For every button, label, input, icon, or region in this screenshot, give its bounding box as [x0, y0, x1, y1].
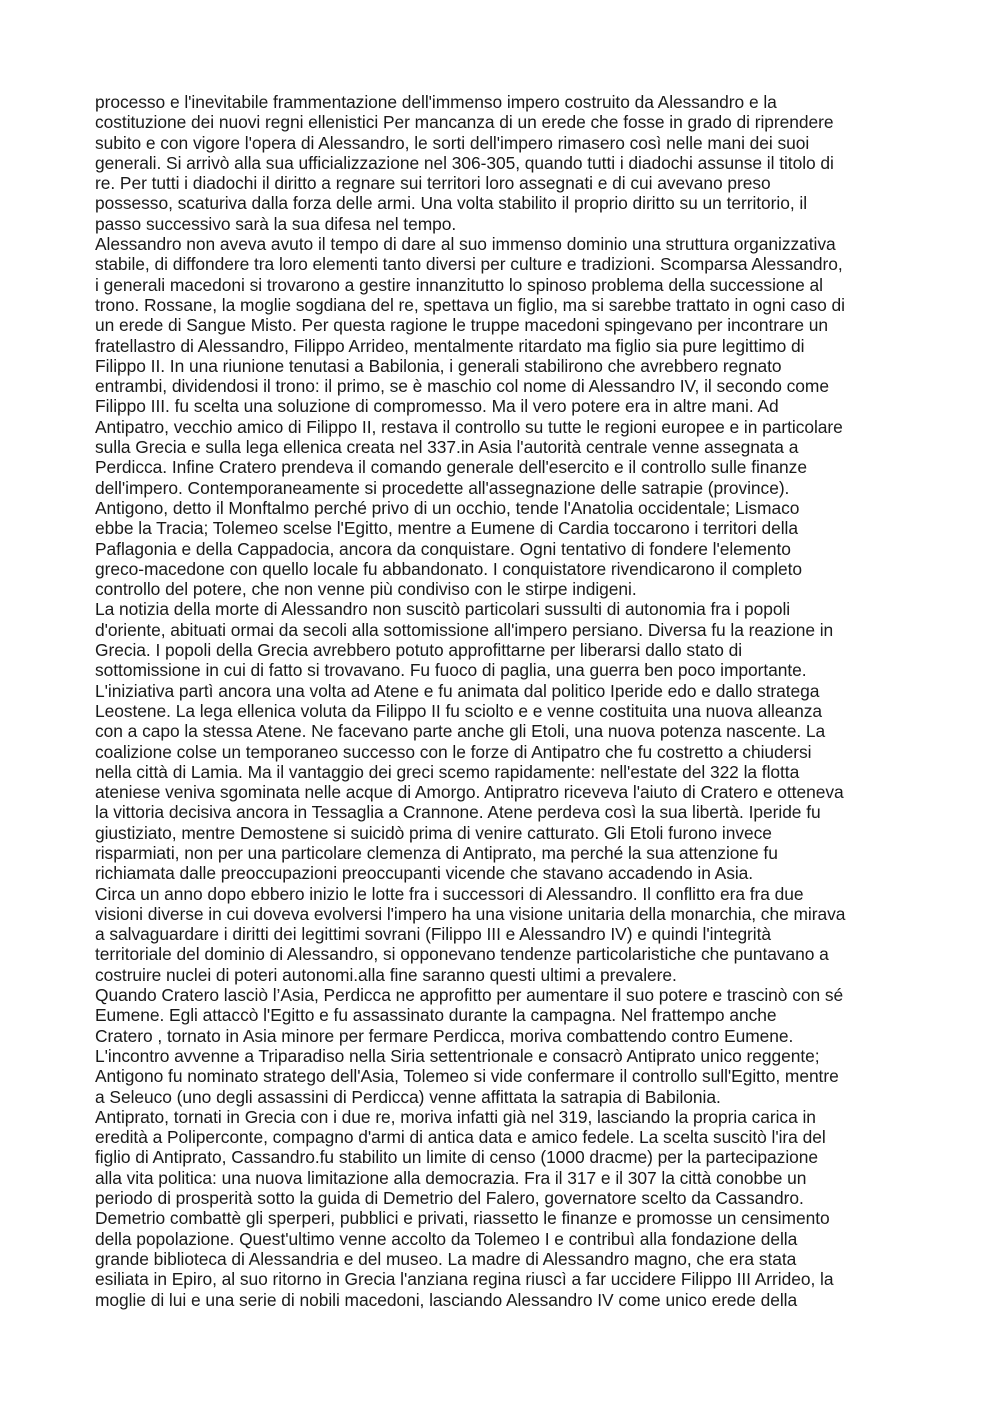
text-line: figlio di Antiprato, Cassandro.fu stabilito un limite di censo (1000 dracme) per la partecipazione [95, 1147, 819, 1168]
text-line: un erede di Sangue Misto. Per questa ragione le truppe macedoni spingevano per incontrare un [95, 315, 829, 336]
text-line: la vittoria decisiva ancora in Tessaglia a Crannone. Atene perdeva così la sua libertà. Iperide fu [95, 802, 821, 823]
text-line: Paflagonia e della Cappadocia, ancora da conquistare. Ogni tentativo di fondere l'elemento [95, 538, 791, 559]
text-line: entrambi, dividendosi il trono: il primo, se è maschio col nome di Alessandro IV, il secondo come [95, 376, 829, 397]
text-line: periodo di prosperità sotto la guida di Demetrio del Falero, governatore scelto da Cassandro. [95, 1188, 804, 1209]
text-line: giustiziato, mentre Demostene si suicidò prima di venire catturato. Gli Etoli furono invece [95, 822, 772, 843]
text-line: eredità a Poliperconte, compagno d'armi di antica data e amico fedele. La scelta suscitò l'ira del [95, 1127, 826, 1148]
text-line: re. Per tutti i diadochi il diritto a regnare sui territori loro assegnati e di cui avevano preso [95, 173, 771, 194]
text-line: La notizia della morte di Alessandro non suscitò particolari sussulti di autonomia fra i popoli [95, 599, 791, 620]
text-line: Grecia. I popoli della Grecia avrebbero potuto approfittarne per liberarsi dallo stato di [95, 640, 743, 661]
text-line: Quando Cratero lasciò l’Asia, Perdicca ne approfitto per aumentare il suo potere e trascinò con sé [95, 985, 844, 1006]
text-line: generali. Si arrivò alla sua ufficializzazione nel 306-305, quando tutti i diadochi assunse il titolo di [95, 152, 834, 173]
text-line: Filippo II. In una riunione tenutasi a Babilonia, i generali stabilirono che avrebbero regnato [95, 355, 782, 376]
document-body [95, 92, 915, 1310]
text-line: alla vita politica: una nuova limitazione alla democrazia. Fra il 317 e il 307 la città conobbe un [95, 1167, 807, 1188]
text-line: controllo del potere, che non venne più condiviso con le stirpe indigeni. [95, 579, 637, 600]
text-line: ateniese veniva sgominata nelle acque di Amorgo. Antipratro riceveva l'aiuto di Cratero e otteneva [95, 782, 844, 803]
text-line: territoriale del dominio di Alessandro, si opponevano tendenze particolaristiche che puntavano a [95, 944, 829, 965]
text-line: Leostene. La lega ellenica voluta da Filippo II fu sciolto e e venne costituita una nuova alleanza [95, 700, 822, 721]
text-line: a Seleuco (uno degli assassini di Perdicca) venne affittata la satrapia di Babilonia. [95, 1086, 721, 1107]
text-line: risparmiati, non per una particolare clemenza di Antiprato, ma perché la sua attenzione fu [95, 842, 778, 863]
text-line: Circa un anno dopo ebbero inizio le lotte fra i successori di Alessandro. Il conflitto era fra due [95, 883, 804, 904]
text-line: possesso, scaturiva dalla forza delle armi. Una volta stabilito il proprio diritto su un territorio, il [95, 193, 808, 214]
text-line: Alessandro non aveva avuto il tempo di dare al suo immenso dominio una struttura organizzativa [95, 234, 836, 255]
text-line: della popolazione. Quest'ultimo venne accolto da Tolemeo I e contribuì alla fondazione della [95, 1228, 798, 1249]
text-line: sulla Grecia e sulla lega ellenica creata nel 337.in Asia l'autorità centrale venne assegnata a [95, 437, 799, 458]
text-line: ebbe la Tracia; Tolemeo scelse l'Egitto, mentre a Eumene di Cardia toccarono i territori della [95, 518, 798, 539]
text-line: Cratero , tornato in Asia minore per fermare Perdicca, moriva combattendo contro Eumene. [95, 1025, 794, 1046]
text-line: moglie di lui e una serie di nobili macedoni, lasciando Alessandro IV come unico erede della [95, 1289, 798, 1310]
text-line: processo e l'inevitabile frammentazione dell'immenso impero costruito da Alessandro e la [95, 92, 777, 112]
text-line: richiamata dalle preoccupazioni preoccupanti vicende che stavano accadendo in Asia. [95, 863, 754, 884]
text-line: grande biblioteca di Alessandria e del museo. La madre di Alessandro magno, che era stata [95, 1248, 797, 1269]
text-line: costituzione dei nuovi regni ellenistici Per mancanza di un erede che fosse in grado di riprendere [95, 112, 834, 133]
text-line: Antigono, detto il Monftalmo perché privo di un occhio, tende l'Anatolia occidentale; Lismaco [95, 497, 800, 518]
text-line: Eumene. Egli attaccò l'Egitto e fu assassinato durante la campagna. Nel frattempo anche [95, 1005, 777, 1026]
text-line: coalizione colse un temporaneo successo con le forze di Antipatro che fu costretto a chiudersi [95, 741, 812, 762]
text-line: nella città di Lamia. Ma il vantaggio dei greci scemo rapidamente: nell'estate del 322 la flotta [95, 761, 800, 782]
text-line: fratellastro di Alessandro, Filippo Arrideo, mentalmente ritardato ma figlio sia pure legittimo di [95, 335, 805, 356]
text-line: a salvaguardare i diritti dei legittimi sovrani (Filippo III e Alessandro IV) e quindi l'integrità [95, 924, 772, 945]
text-line: Antigono fu nominato stratego dell'Asia, Tolemeo si vide confermare il controllo sull'Egitto, mentre [95, 1066, 839, 1087]
text-line: subito e con vigore l'opera di Alessandro, le sorti dell'impero rimasero così nelle mani dei suoi [95, 132, 810, 153]
text-line: dell'impero. Contemporaneamente si procedette all'assegnazione delle satrapie (province). [95, 477, 790, 498]
text-line: con a capo la stessa Atene. Ne facevano parte anche gli Etoli, una nuova potenza nascente. La [95, 721, 826, 742]
text-line: visioni diverse in cui doveva evolversi l'impero ha una visione unitaria della monarchia, che mirava [95, 903, 846, 924]
text-line: i generali macedoni si trovarono a gestire innanzitutto lo spinoso problema della successione al [95, 274, 823, 295]
text-line: d'oriente, abituati ormai da secoli alla sottomissione all'impero persiano. Diversa fu la reazione in [95, 619, 834, 640]
text-line: Filippo III. fu scelta una soluzione di compromesso. Ma il vero potere era in altre mani. Ad [95, 396, 779, 417]
text-line: trono. Rossane, la moglie sogdiana del re, spettava un figlio, ma si sarebbe trattato in ogni caso di [95, 294, 845, 315]
text-line: passo successivo sarà la sua difesa nel tempo. [95, 213, 457, 234]
text-line: sottomissione in cui di fatto si trovavano. Fu fuoco di paglia, una guerra ben poco importante. [95, 660, 807, 681]
text-line: L'incontro avvenne a Triparadiso nella Siria settentrionale e consacrò Antiprato unico reggente; [95, 1045, 820, 1066]
text-line: esiliata in Epiro, al suo ritorno in Grecia l'anziana regina riuscì a far uccidere Filippo III Arrideo, la [95, 1269, 834, 1290]
text-line: Antipatro, vecchio amico di Filippo II, restava il controllo su tutte le regioni europee e in particolare [95, 416, 843, 437]
text-line: costruire nuclei di poteri autonomi.alla fine saranno questi ultimi a prevalere. [95, 964, 677, 985]
text-line: Demetrio combattè gli sperperi, pubblici e privati, riassetto le finanze e promosse un censimento [95, 1208, 830, 1229]
text-line: greco-macedone con quello locale fu abbandonato. I conquistatore rivendicarono il completo [95, 558, 803, 579]
text-line: L'iniziativa partì ancora una volta ad Atene e fu animata dal politico Iperide edo e dallo stratega [95, 680, 820, 701]
text-line: Perdicca. Infine Cratero prendeva il comando generale dell'esercito e il controllo sulle finanze [95, 457, 807, 478]
text-line: stabile, di diffondere tra loro elementi tanto diversi per culture e tradizioni. Scomparsa Alessandro, [95, 254, 843, 275]
text-line: Antiprato, tornati in Grecia con i due re, moriva infatti già nel 319, lasciando la propria carica in [95, 1106, 816, 1127]
